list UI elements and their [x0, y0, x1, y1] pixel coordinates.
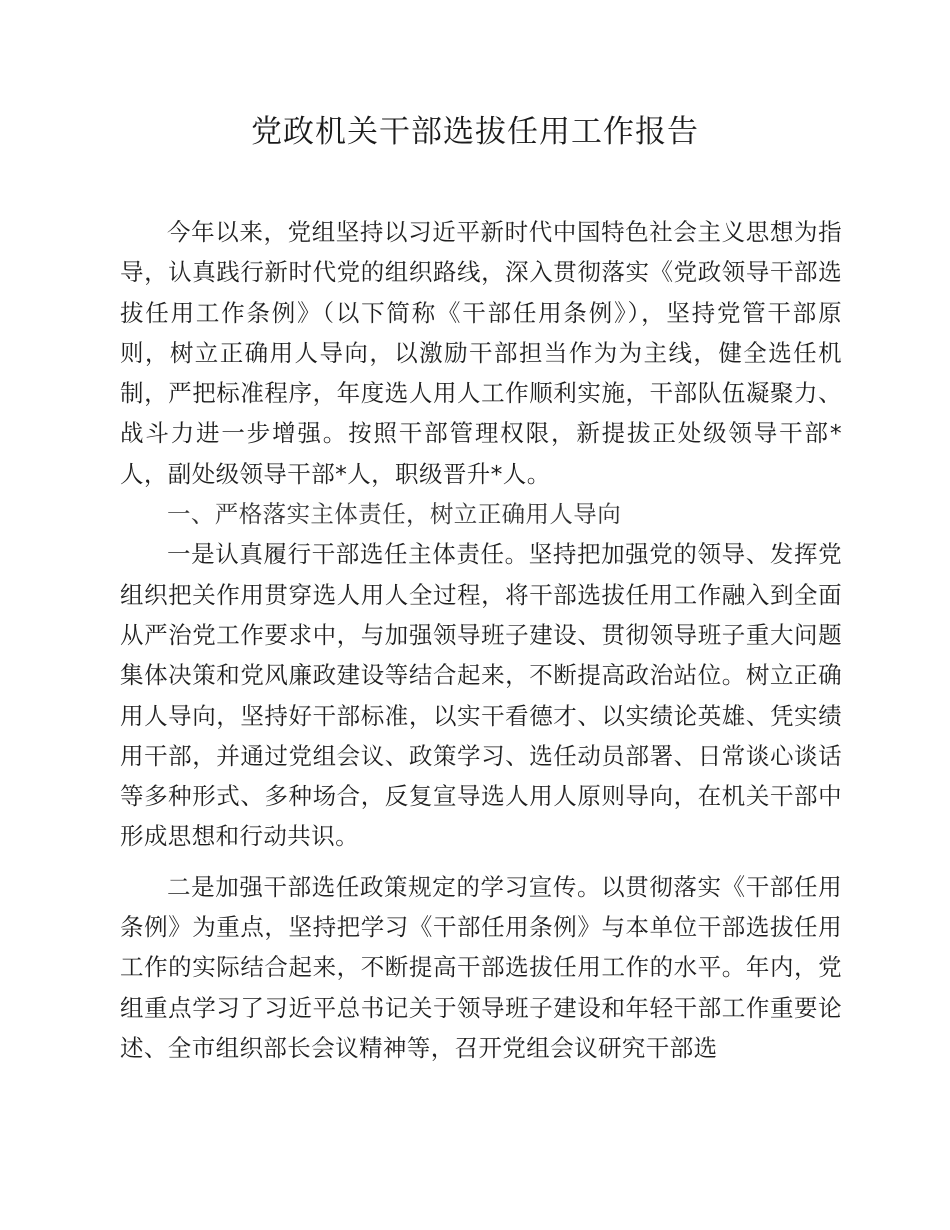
paragraph-item-2: 二是加强干部选任政策规定的学习宣传。以贯彻落实《干部任用条例》为重点，坚持把学习《干部任用条例》与本单位干部选拔任用工作的实际结合起来，不断提高干部选拔任用工作的水平。年内，党组重点学习了习近平总书记关于领导班子建设和年轻干部工作重要论述、全市组织部长会议精神等，召开党组会议研究干部选 — [120, 872, 842, 1062]
document-title: 党政机关干部选拔任用工作报告 — [251, 114, 699, 150]
paragraph-item-1: 一是认真履行干部选任主体责任。坚持把加强党的领导、发挥党组织把关作用贯穿选人用人全过程，将干部选拔任用工作融入到全面从严治党工作要求中，与加强领导班子建设、贯彻领导班子重大问题集体决策和党风廉政建设等结合起来，不断提高政治站位。树立正确用人导向，坚持好干部标准，以实干看德才、以实绩论英雄、凭实绩用干部，并通过党组会议、政策学习、选任动员部署、日常谈心谈话等多种形式、多种场合，反复宣导选人用人原则导向，在机关干部中形成思想和行动共识。 — [120, 540, 842, 851]
document-body — [120, 212, 842, 1068]
section-heading-1: 一、严格落实主体责任，树立正确用人导向 — [167, 500, 622, 529]
paragraph-intro: 今年以来，党组坚持以习近平新时代中国特色社会主义思想为指导，认真践行新时代党的组织路线，深入贯彻落实《党政领导干部选拔任用工作条例》（以下简称《干部任用条例》），坚持党管干部原则，树立正确用人导向，以激励干部担当作为为主线，健全选任机制，严把标准程序，年度选人用人工作顺利实施，干部队伍凝聚力、战斗力进一步增强。按照干部管理权限，新提拔正处级领导干部*人，副处级领导干部*人，职级晋升*人。 — [120, 218, 842, 488]
